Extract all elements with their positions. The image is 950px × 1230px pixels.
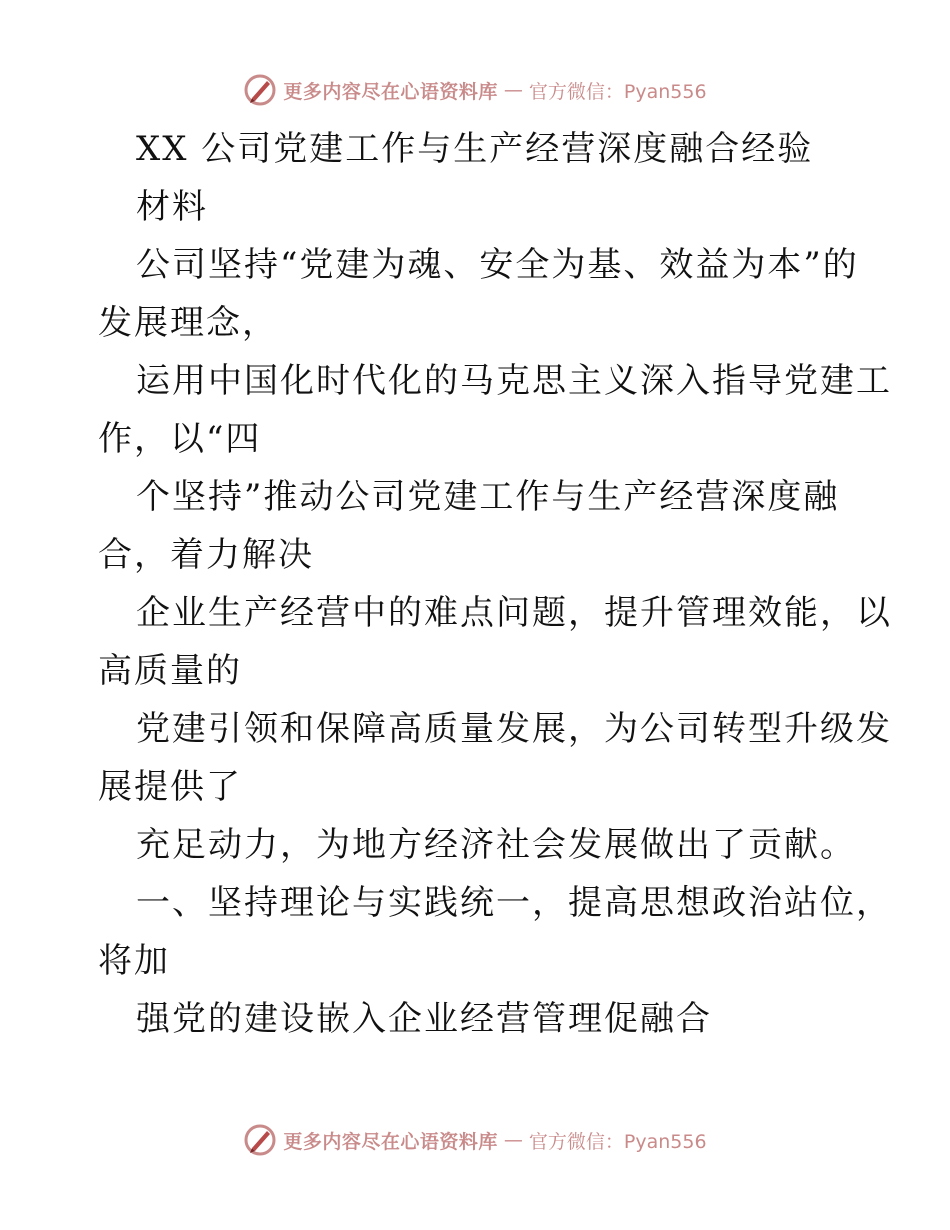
pen-logo-icon — [243, 1123, 277, 1157]
watermark-separator: — — [503, 1129, 523, 1151]
pen-logo-icon — [243, 73, 277, 107]
document-line: 强党的建设嵌入企业经营管理促融合 — [136, 999, 712, 1039]
document-line: 合，着力解决 — [98, 535, 314, 575]
document-line: 运用中国化时代化的马克思主义深入指导党建工 — [136, 361, 892, 401]
document-line: 公司坚持“党建为魂、安全为基、效益为本”的 — [136, 245, 859, 285]
document-line: XX 公司党建工作与生产经营深度融合经验 — [136, 129, 814, 169]
document-line: 发展理念， — [98, 303, 278, 343]
document-line: 高质量的 — [98, 651, 242, 691]
document-line: 展提供了 — [98, 767, 242, 807]
footer-watermark — [0, 1120, 950, 1160]
document-line: 作，以“四 — [98, 419, 262, 459]
document-line: 材料 — [136, 187, 208, 227]
watermark-text: 更多内容尽在心语资料库 — [283, 1130, 498, 1153]
document-line: 个坚持”推动公司党建工作与生产经营深度融 — [136, 477, 840, 517]
document-line: 一、坚持理论与实践统一，提高思想政治站位， — [136, 883, 892, 923]
document-line: 充足动力，为地方经济社会发展做出了贡献。 — [136, 825, 856, 865]
document-body — [98, 120, 892, 1048]
watermark-text: 更多内容尽在心语资料库 — [283, 80, 498, 103]
watermark-contact: 官方微信：Pyan556 — [528, 1130, 707, 1153]
document-line: 党建引领和保障高质量发展，为公司转型升级发 — [136, 709, 892, 749]
watermark-contact: 官方微信：Pyan556 — [528, 80, 707, 103]
watermark-separator: — — [503, 79, 523, 101]
document-line: 将加 — [98, 941, 170, 981]
document-line: 企业生产经营中的难点问题，提升管理效能，以 — [136, 593, 892, 633]
header-watermark — [0, 70, 950, 110]
